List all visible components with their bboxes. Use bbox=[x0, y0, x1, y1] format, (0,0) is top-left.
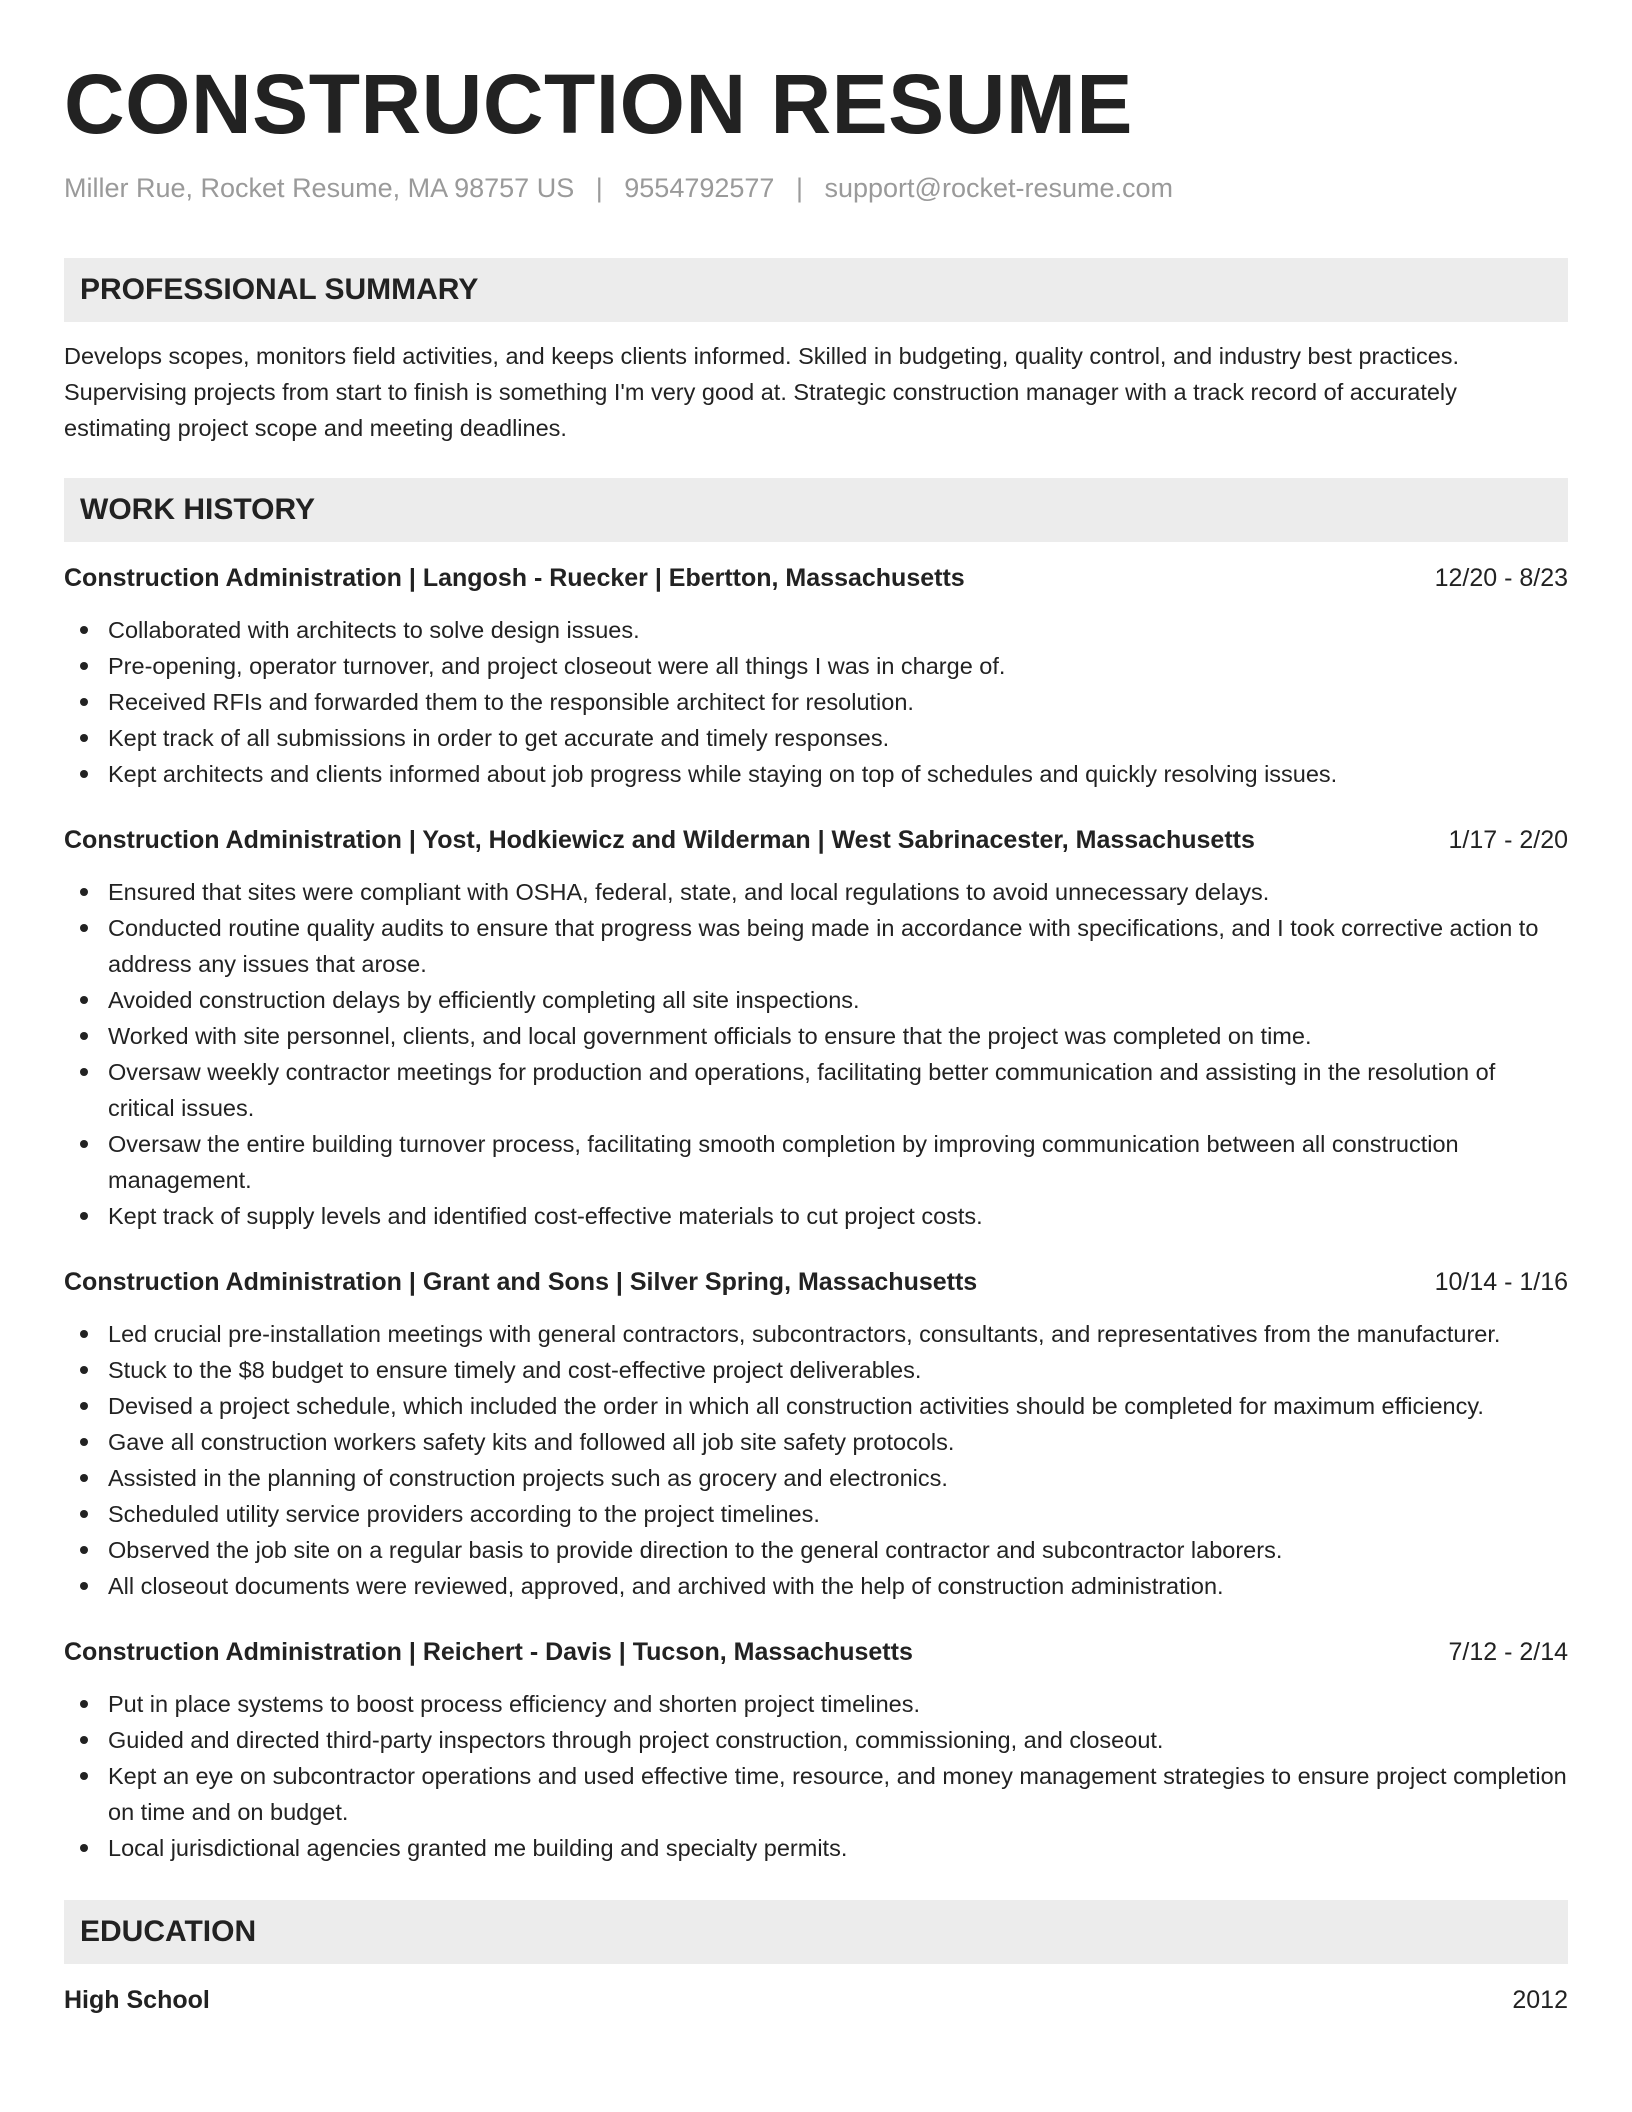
section-heading-summary: PROFESSIONAL SUMMARY bbox=[64, 258, 1568, 322]
job-bullet: Kept track of supply levels and identified cost-effective materials to cut project costs. bbox=[64, 1198, 1568, 1234]
resume-title: CONSTRUCTION RESUME bbox=[64, 57, 1133, 151]
education-year: 2012 bbox=[1512, 1986, 1568, 2014]
section-heading-work-history: WORK HISTORY bbox=[64, 478, 1568, 542]
contact-separator: | bbox=[595, 173, 603, 203]
education-school: High School bbox=[64, 1986, 210, 2014]
job-bullet: Avoided construction delays by efficiently completing all site inspections. bbox=[64, 982, 1568, 1018]
job-bullet: Pre-opening, operator turnover, and project closeout were all things I was in charge of. bbox=[64, 648, 1568, 684]
job-dates: 10/14 - 1/16 bbox=[1434, 1268, 1568, 1296]
job-bullet: Received RFIs and forwarded them to the responsible architect for resolution. bbox=[64, 684, 1568, 720]
job-entry bbox=[64, 560, 1568, 792]
job-bullet: Devised a project schedule, which included the order in which all construction activities should be completed for maximum efficiency. bbox=[64, 1388, 1568, 1424]
job-bullet: Assisted in the planning of construction projects such as grocery and electronics. bbox=[64, 1460, 1568, 1496]
job-bullet: Conducted routine quality audits to ensure that progress was being made in accordance with specifications, and I took corrective action to address any issues that arose. bbox=[64, 910, 1568, 982]
job-bullet: Collaborated with architects to solve design issues. bbox=[64, 612, 1568, 648]
job-bullet: Kept an eye on subcontractor operations and used effective time, resource, and money management strategies to ensure project completion on time and on budget. bbox=[64, 1758, 1568, 1830]
job-dates: 7/12 - 2/14 bbox=[1448, 1638, 1568, 1666]
job-bullet: All closeout documents were reviewed, approved, and archived with the help of construction administration. bbox=[64, 1568, 1568, 1604]
job-bullet: Stuck to the $8 budget to ensure timely and cost-effective project deliverables. bbox=[64, 1352, 1568, 1388]
job-bullet: Oversaw the entire building turnover process, facilitating smooth completion by improving communication between all construction management. bbox=[64, 1126, 1568, 1198]
job-entry bbox=[64, 822, 1568, 1234]
job-bullet: Gave all construction workers safety kits and followed all job site safety protocols. bbox=[64, 1424, 1568, 1460]
contact-email: support@rocket-resume.com bbox=[824, 173, 1174, 203]
work-history-list bbox=[64, 560, 1568, 1866]
contact-line bbox=[64, 170, 1568, 206]
job-bullet: Guided and directed third-party inspectors through project construction, commissioning, and closeout. bbox=[64, 1722, 1568, 1758]
job-title: Construction Administration | Langosh - Ruecker | Ebertton, Massachusetts bbox=[64, 564, 965, 592]
job-title: Construction Administration | Grant and Sons | Silver Spring, Massachusetts bbox=[64, 1268, 978, 1296]
job-bullet-list bbox=[64, 1686, 1568, 1866]
job-bullet: Observed the job site on a regular basis to provide direction to the general contractor and subcontractor laborers. bbox=[64, 1532, 1568, 1568]
job-title: Construction Administration | Reichert - Davis | Tucson, Massachusetts bbox=[64, 1638, 913, 1666]
job-dates: 12/20 - 8/23 bbox=[1434, 564, 1568, 592]
job-header bbox=[64, 1264, 1568, 1300]
job-entry bbox=[64, 1264, 1568, 1604]
job-bullet: Local jurisdictional agencies granted me building and specialty permits. bbox=[64, 1830, 1568, 1866]
job-bullet: Put in place systems to boost process efficiency and shorten project timelines. bbox=[64, 1686, 1568, 1722]
job-bullet: Ensured that sites were compliant with OSHA, federal, state, and local regulations to avoid unnecessary delays. bbox=[64, 874, 1568, 910]
job-bullet: Kept architects and clients informed about job progress while staying on top of schedules and quickly resolving issues. bbox=[64, 756, 1568, 792]
job-header bbox=[64, 1634, 1568, 1670]
education-entry bbox=[64, 1982, 1568, 2018]
job-bullet-list bbox=[64, 612, 1568, 792]
section-heading-education: EDUCATION bbox=[64, 1900, 1568, 1964]
job-entry bbox=[64, 1634, 1568, 1866]
job-bullet: Oversaw weekly contractor meetings for production and operations, facilitating better communication and assisting in the resolution of critical issues. bbox=[64, 1054, 1568, 1126]
contact-separator: | bbox=[795, 173, 803, 203]
contact-address: Miller Rue, Rocket Resume, MA 98757 US bbox=[64, 173, 575, 203]
job-header bbox=[64, 822, 1568, 858]
summary-text: Develops scopes, monitors field activities, and keeps clients informed. Skilled in budgeting, quality control, and industry best practices. Supervising projects from start to finish is something I'm very good at. Strategic construction manager with a track record of accurately estimating project scope and meeting deadlines. bbox=[64, 343, 1460, 441]
job-bullet: Led crucial pre-installation meetings with general contractors, subcontractors, consultants, and representatives from the manufacturer. bbox=[64, 1316, 1568, 1352]
resume-page bbox=[64, 0, 1568, 2018]
job-header bbox=[64, 560, 1568, 596]
job-title: Construction Administration | Yost, Hodkiewicz and Wilderman | West Sabrinacester, Massachusetts bbox=[64, 826, 1255, 854]
job-bullet: Scheduled utility service providers according to the project timelines. bbox=[64, 1496, 1568, 1532]
job-bullet: Kept track of all submissions in order to get accurate and timely responses. bbox=[64, 720, 1568, 756]
job-bullet: Worked with site personnel, clients, and local government officials to ensure that the project was completed on time. bbox=[64, 1018, 1568, 1054]
job-dates: 1/17 - 2/20 bbox=[1448, 826, 1568, 854]
job-bullet-list bbox=[64, 874, 1568, 1234]
contact-phone: 9554792577 bbox=[624, 173, 775, 203]
job-bullet-list bbox=[64, 1316, 1568, 1604]
